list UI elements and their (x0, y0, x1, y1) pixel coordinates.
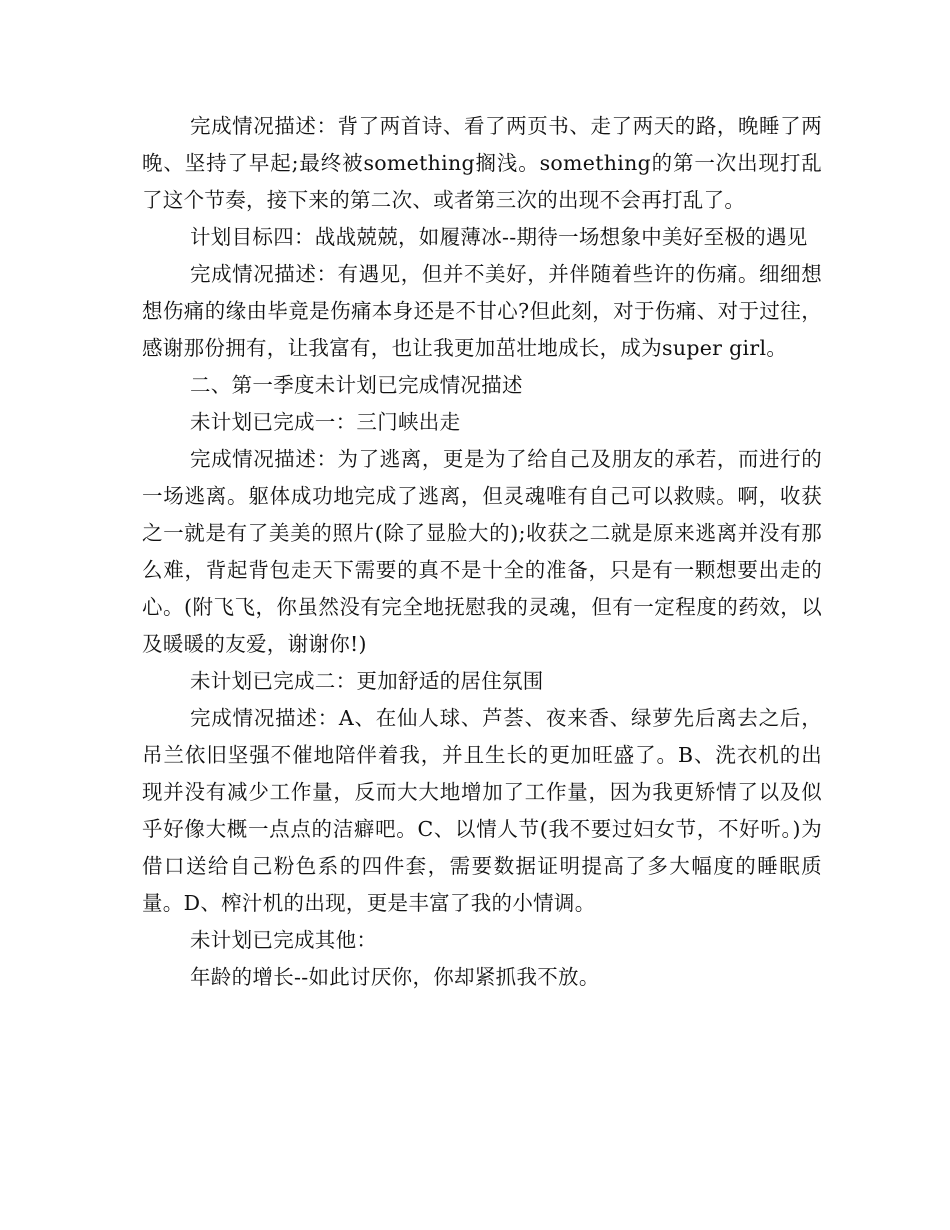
paragraph-plan4-description: 完成情况描述：有遇见，但并不美好，并伴随着些许的伤痛。细细想想伤痛的缘由毕竟是伤痛本身还是不甘心?但此刻，对于伤痛、对于过往，感谢那份拥有，让我富有，也让我更加茁壮地成长，成为super girl。 (142, 262, 822, 360)
paragraph-plan3-description: 完成情况描述：背了两首诗、看了两页书、走了两天的路，晚睡了两晚、坚持了早起;最终被something搁浅。something的第一次出现打乱了这个节奏，接下来的第二次、或者第三次的出现不会再打乱了。 (142, 114, 822, 212)
paragraph-unplanned1-title: 未计划已完成一：三门峡出走 (190, 410, 461, 434)
paragraph-unplanned2-description: 完成情况描述：A、在仙人球、芦荟、夜来香、绿萝先后离去之后，吊兰依旧坚强不催地陪伴着我，并且生长的更加旺盛了。B、洗衣机的出现并没有减少工作量，反而大大地增加了工作量，因为我更矫情了以及似乎好像大概一点点的洁癖吧。C、以情人节(我不要过妇女节，不好听。)为借口送给自己粉色系的四件套，需要数据证明提高了多大幅度的睡眠质量。D、榨汁机的出现，更是丰富了我的小情调。 (142, 706, 822, 915)
paragraph-unplanned1-description: 完成情况描述：为了逃离，更是为了给自己及朋友的承若，而进行的一场逃离。躯体成功地完成了逃离，但灵魂唯有自己可以救赎。啊，收获之一就是有了美美的照片(除了显脸大的);收获之二就是原来逃离并没有那么难，背起背包走天下需要的真不是十全的准备，只是有一颗想要出走的心。(附飞飞，你虽然没有完全地抚慰我的灵魂，但有一定程度的药效，以及暖暖的友爱，谢谢你!) (142, 447, 822, 656)
paragraph-plan4-goal: 计划目标四：战战兢兢，如履薄冰--期待一场想象中美好至极的遇见 (190, 225, 808, 249)
paragraph-unplanned-other-item: 年龄的增长--如此讨厌你，你却紧抓我不放。 (190, 965, 600, 989)
section-heading-unplanned: 二、第一季度未计划已完成情况描述 (190, 373, 523, 397)
paragraph-unplanned-other-title: 未计划已完成其他： (190, 928, 378, 952)
paragraph-unplanned2-title: 未计划已完成二：更加舒适的居住氛围 (190, 669, 544, 693)
document-body (142, 108, 822, 996)
